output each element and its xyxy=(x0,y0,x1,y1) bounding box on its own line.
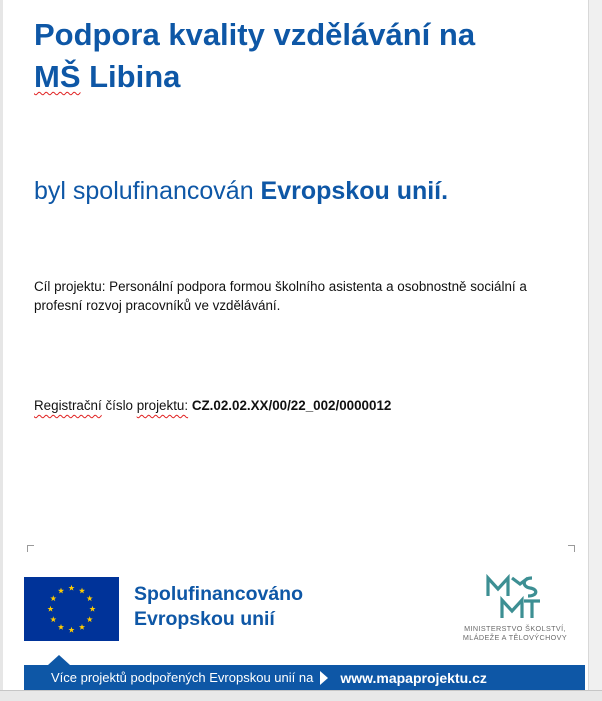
registration-number: CZ.02.02.XX/00/22_002/0000012 xyxy=(191,398,392,413)
goal-label: Cíl projektu: xyxy=(34,279,106,294)
projects-banner-text: Více projektů podpořených Evropskou unií na xyxy=(51,670,314,685)
msmt-line2: MLÁDEŽE A TĚLOVÝCHOVY xyxy=(462,633,568,642)
footer-bar-notch xyxy=(48,655,70,665)
msmt-ministry-name xyxy=(445,624,585,642)
registration-label-word1: Registrační xyxy=(34,398,102,413)
title-school-abbrev: MŠ xyxy=(34,59,81,94)
registration-number-line xyxy=(34,396,574,415)
arrow-right-icon xyxy=(320,671,328,685)
project-title-line1: Podpora kvality vzdělávání na xyxy=(34,17,476,52)
project-title xyxy=(34,14,574,98)
projects-banner xyxy=(24,665,585,690)
project-goal xyxy=(34,277,574,315)
eu-flag-icon xyxy=(24,577,119,641)
msmt-line1: MINISTERSTVO ŠKOLSTVÍ, xyxy=(464,624,566,633)
crop-mark-left xyxy=(27,545,34,552)
cofinanced-eu: Evropskou unií. xyxy=(260,177,449,205)
eu-cofinanced-logo-text xyxy=(134,582,364,632)
projects-banner-url[interactable]: www.mapaprojektu.cz xyxy=(340,669,487,686)
status-bar xyxy=(0,690,602,701)
title-school-name: Libina xyxy=(80,59,181,94)
page-right-edge xyxy=(588,0,602,700)
registration-label-word2: číslo xyxy=(101,398,137,413)
cofinanced-statement xyxy=(34,175,574,207)
msmt-logo-icon xyxy=(482,574,554,620)
registration-label-word3: projektu: xyxy=(136,398,189,413)
page-left-edge xyxy=(0,0,3,700)
cofinanced-prefix: byl spolufinancován xyxy=(34,177,261,205)
crop-mark-right xyxy=(568,545,575,552)
eu-logo-line1: Spolufinancováno xyxy=(134,583,304,605)
eu-logo-line2: Evropskou unií xyxy=(134,608,275,630)
goal-text: Personální podpora formou školního asistenta a osobnostně sociální a profesní rozvoj pracovníků ve vzdělávání. xyxy=(34,279,527,313)
